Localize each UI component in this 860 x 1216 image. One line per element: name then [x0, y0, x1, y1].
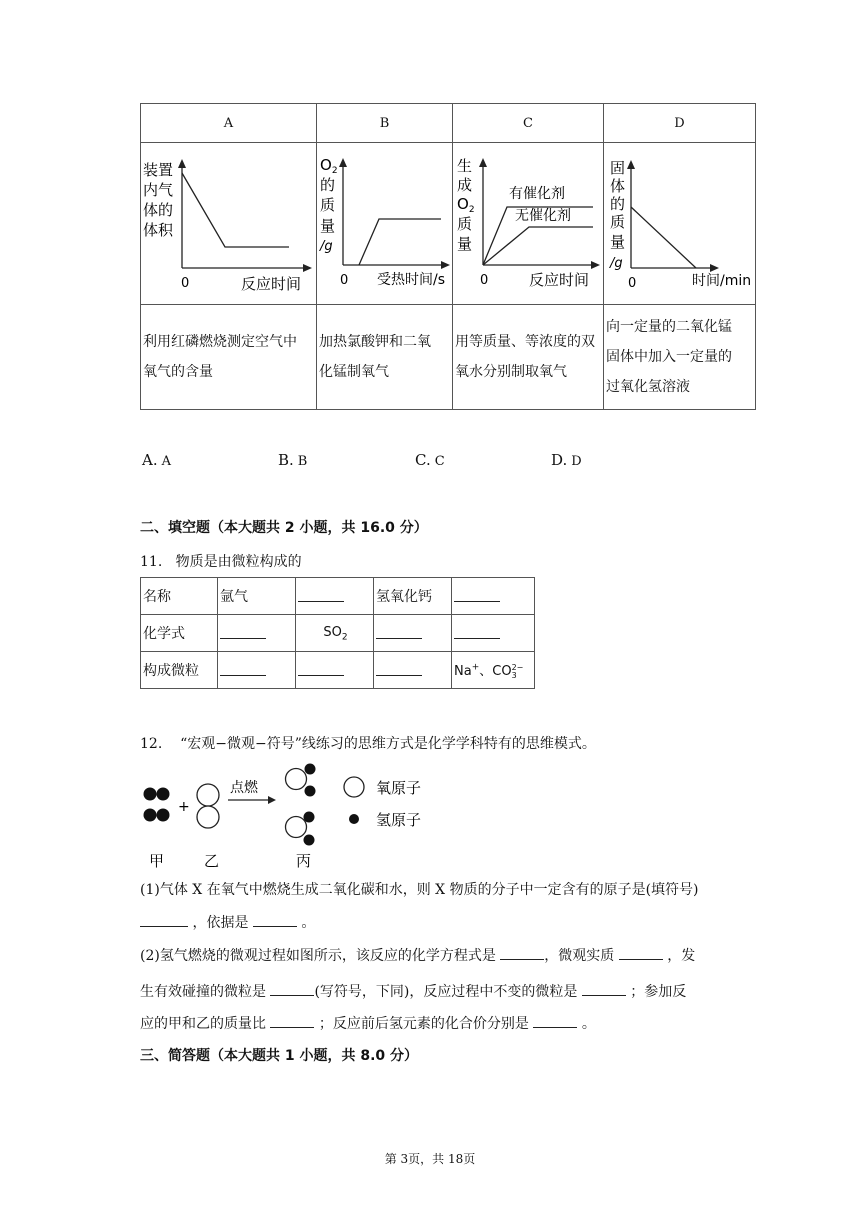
blank-line[interactable]: [140, 912, 188, 927]
q12-part2-line1: (2)氢气燃烧的微观过程如图所示，该反应的化学方程式是 ，微观实质 ，发: [140, 945, 695, 965]
h-atom: [304, 812, 315, 823]
graph-c-curve-no-catalyst: [483, 227, 593, 265]
graph-cell-b: [317, 143, 453, 305]
q12-text: “宏观−微观−符号”线练习的思维方式是化学学科特有的思维模式。: [180, 736, 596, 752]
graph-d-ylabel-5: 量: [610, 233, 626, 251]
graph-b-ylabel-2: 质: [320, 196, 336, 214]
h-atom: [304, 835, 315, 846]
q11-table: [140, 577, 535, 689]
option-a[interactable]: A. A: [142, 451, 171, 469]
q11-text: 物质是由微粒构成的: [175, 554, 302, 570]
header-d: D: [604, 104, 756, 143]
graph-d-ylabel-2: 体: [610, 177, 626, 195]
blank-line[interactable]: [298, 661, 344, 676]
q11-blank-formula-4[interactable]: [452, 615, 535, 652]
q11-name-argon: 氩气: [218, 578, 296, 615]
graph-b-origin: 0: [340, 273, 349, 288]
blank-line[interactable]: [270, 1013, 314, 1028]
graph-a-ylabel-3: 体的: [143, 201, 174, 219]
graph-d-ylabel-3: 的: [610, 195, 626, 213]
h-atom: [157, 788, 170, 801]
blank-line[interactable]: [500, 945, 544, 960]
arrow-label: 点燃: [230, 780, 258, 796]
q12-part1-line1: (1)气体 X 在氧气中燃烧生成二氧化碳和水，则 X 物质的分子中一定含有的原子是(填符号): [140, 882, 699, 898]
q11-particle-na-co3: Na+、CO 2− 3: [452, 652, 535, 689]
blank-line[interactable]: [454, 624, 500, 639]
graph-b-y-arrow: [339, 158, 347, 167]
graph-c-ylabel-1: 生: [457, 157, 473, 175]
option-b[interactable]: B. B: [278, 451, 308, 469]
blank-line[interactable]: [454, 587, 500, 602]
graph-d-ylabel-4: 质: [610, 213, 626, 231]
section-3-heading: 三、简答题（本大题共 1 小题，共 8.0 分）: [140, 1048, 419, 1064]
graph-b-xlabel: 受热时间/s: [377, 272, 446, 288]
label-yi: 乙: [204, 852, 220, 870]
blank-line[interactable]: [619, 945, 663, 960]
legend-h-atom: [349, 814, 359, 824]
graph-d-ylabel-1: 固: [610, 159, 626, 177]
graph-b: [317, 143, 452, 304]
q12-part2-line2: 生有效碰撞的微粒是 (写符号，下同)，反应过程中不变的微粒是 ；参加反: [140, 981, 686, 1001]
graph-d-origin: 0: [628, 276, 637, 291]
desc-b: 加热氯酸钾和二氧 化锰制氧气: [317, 305, 453, 410]
q11-row-label-formula: 化学式: [141, 615, 218, 652]
comparison-table: [140, 103, 756, 410]
graph-c: [453, 143, 603, 304]
o-atom: [197, 806, 219, 828]
page-footer: 第 3页，共 18页: [384, 1152, 476, 1166]
h-atom: [157, 809, 170, 822]
legend-h-label: 氢原子: [376, 811, 422, 829]
label-jia: 甲: [149, 852, 165, 870]
blank-line[interactable]: [220, 661, 266, 676]
q11-blank-formula-3[interactable]: [374, 615, 452, 652]
q11-formula-so2: $SO_2$: [296, 615, 374, 652]
blank-line[interactable]: [270, 981, 314, 996]
graph-a-x-arrow: [303, 264, 312, 272]
blank-line[interactable]: [220, 624, 266, 639]
q12-part1-line2: ，依据是 。: [140, 912, 315, 932]
reaction-diagram: [140, 760, 440, 872]
q11-blank-particle-3[interactable]: [374, 652, 452, 689]
graph-c-label-no-catalyst: 无催化剂: [515, 208, 571, 224]
graph-c-origin: 0: [480, 273, 489, 288]
option-c[interactable]: C. C: [415, 451, 445, 469]
graph-a-ylabel-1: 装置: [143, 161, 174, 179]
blank-line[interactable]: [582, 981, 626, 996]
graph-b-ylabel-4: /g: [320, 239, 333, 254]
graph-a-y-arrow: [178, 159, 186, 168]
q12-number: 12.: [140, 736, 163, 752]
graph-b-curve: [359, 219, 441, 265]
graph-c-xlabel: 反应时间: [529, 271, 590, 289]
header-b: B: [317, 104, 453, 143]
graph-d-x-arrow: [710, 264, 719, 272]
q11-blank-formula-1[interactable]: [218, 615, 296, 652]
graph-c-ylabel-3: 质: [457, 215, 473, 233]
h-atom: [144, 809, 157, 822]
header-c: C: [453, 104, 604, 143]
graph-b-x-arrow: [441, 261, 450, 269]
blank-line[interactable]: [533, 1013, 577, 1028]
blank-line[interactable]: [298, 587, 344, 602]
graph-b-ylabel-3: 量: [320, 217, 336, 235]
h-atom: [305, 764, 316, 775]
graph-c-ylabel-4: 量: [457, 235, 473, 253]
graph-a-origin: 0: [181, 276, 190, 291]
graph-d-y-arrow: [627, 160, 635, 169]
q11-row-label-name: 名称: [141, 578, 218, 615]
graph-d-xlabel: 时间/min: [692, 273, 752, 289]
o-atom: [197, 784, 219, 806]
graph-a-xlabel: 反应时间: [241, 275, 302, 293]
graph-a-curve: [182, 173, 289, 247]
desc-c: 用等质量、等浓度的双 氧水分别制取氧气: [453, 305, 604, 410]
graph-a-ylabel-4: 体积: [143, 221, 174, 239]
q11-blank-particle-1[interactable]: [218, 652, 296, 689]
reaction-arrow-head: [268, 796, 276, 804]
graph-c-ylabel-2: 成: [457, 176, 473, 194]
graph-b-ylabel-o: $O_2$: [320, 156, 338, 176]
q11-row-label-particle: 构成微粒: [141, 652, 218, 689]
graph-a: [141, 143, 316, 304]
graph-cell-a: [141, 143, 317, 305]
header-a: A: [141, 104, 317, 143]
graph-c-x-arrow: [591, 261, 600, 269]
desc-d: 向一定量的二氧化锰 固体中加入一定量的 过氧化氢溶液: [604, 305, 756, 410]
blank-line[interactable]: [253, 912, 297, 927]
o-atom: [286, 817, 307, 838]
q12-stem: [140, 733, 596, 753]
graph-c-y-arrow: [479, 158, 487, 167]
q11-number: 11.: [140, 554, 163, 570]
option-d[interactable]: D. D: [551, 451, 582, 469]
section-2-heading: 二、填空题（本大题共 2 小题，共 16.0 分）: [140, 520, 428, 536]
graph-c-ylabel-o: $O_2$: [457, 195, 475, 215]
q11-blank-particle-2[interactable]: [296, 652, 374, 689]
h-atom: [305, 786, 316, 797]
legend-o-atom: [344, 777, 364, 797]
graph-d-curve: [631, 207, 696, 268]
graph-a-ylabel-2: 内气: [143, 181, 174, 199]
graph-cell-d: [604, 143, 756, 305]
h-atom: [144, 788, 157, 801]
graph-b-ylabel-1: 的: [320, 176, 336, 194]
q12-part2-line3: 应的甲和乙的质量比 ；反应前后氢元素的化合价分别是 。: [140, 1013, 596, 1033]
plus-sign: +: [178, 799, 190, 815]
graph-d-ylabel-6: /g: [610, 256, 623, 271]
desc-a: 利用红磷燃烧测定空气中 氧气的含量: [141, 305, 317, 410]
blank-line[interactable]: [376, 661, 422, 676]
q11-blank-name-4[interactable]: [452, 578, 535, 615]
graph-d: [604, 143, 755, 304]
blank-line[interactable]: [376, 624, 422, 639]
graph-c-label-catalyst: 有催化剂: [509, 186, 565, 202]
o-atom: [286, 769, 307, 790]
q11-blank-name-2[interactable]: [296, 578, 374, 615]
q11-stem: [140, 551, 302, 571]
label-bing: 丙: [296, 852, 312, 870]
legend-o-label: 氧原子: [376, 779, 422, 797]
q11-name-naoh: 氢氧化钙: [374, 578, 452, 615]
graph-cell-c: [453, 143, 604, 305]
